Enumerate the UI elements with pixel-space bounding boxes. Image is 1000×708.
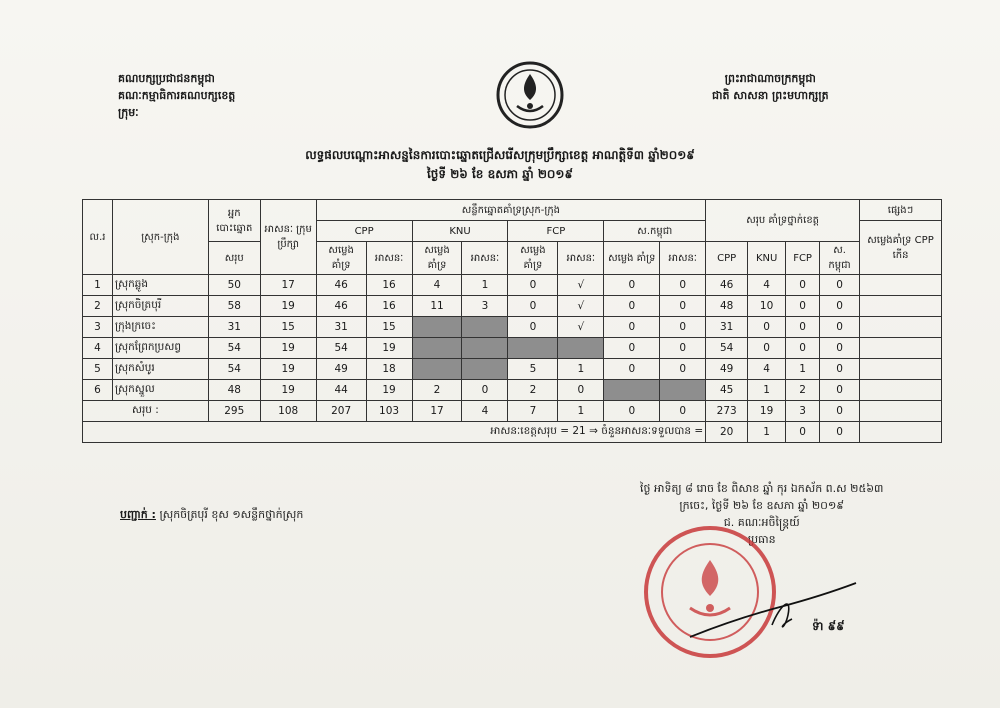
- total-sk: 0: [820, 359, 860, 380]
- grand-fcp: 3: [786, 401, 820, 422]
- sk-seats: 0: [660, 296, 706, 317]
- other-cell: [860, 401, 942, 422]
- col-voters: អ្នក បោះឆ្នោត: [208, 200, 260, 242]
- row-voters: 54: [208, 338, 260, 359]
- other-cell: [860, 380, 942, 401]
- sk-votes: 0: [604, 338, 660, 359]
- header-left: [118, 70, 235, 121]
- col-summary: សរុប គាំទ្រថ្នាក់ខេត្ត: [706, 200, 860, 242]
- total-fcp: 1: [786, 359, 820, 380]
- total-fcp-votes: 7: [508, 401, 558, 422]
- sk-seats: 0: [660, 338, 706, 359]
- other-cell: [860, 275, 942, 296]
- party-name: គណបក្សប្រជាជនកម្ពុជា: [118, 72, 215, 85]
- col-no: ល.រ: [83, 200, 113, 275]
- row-seats: 19: [260, 338, 316, 359]
- knu-seats: 3: [462, 296, 508, 317]
- final-seats-label: អាសនៈខេត្តសរុប = 21 ⇒ ចំនួនអាសនៈទទួលបាន =: [83, 422, 706, 443]
- sub-votes: សម្លេង គាំទ្រ: [316, 242, 366, 275]
- committee-role: ជ. គណៈអចិន្ត្រៃយ៍: [723, 516, 800, 529]
- row-seats: 15: [260, 317, 316, 338]
- total-cpp: 49: [706, 359, 748, 380]
- row-no: 2: [83, 296, 113, 317]
- fcp-votes: 0: [508, 275, 558, 296]
- knu-votes: 4: [412, 275, 462, 296]
- other-cell: [860, 359, 942, 380]
- total-voters: 295: [208, 401, 260, 422]
- sum-cpp: CPP: [706, 242, 748, 275]
- cpp-seats: 15: [366, 317, 412, 338]
- sub-seats: អាសនៈ: [366, 242, 412, 275]
- knu-seats-shaded: [462, 317, 508, 338]
- sk-votes: 0: [604, 296, 660, 317]
- sub-seats: អាសនៈ: [660, 242, 706, 275]
- fcp-seats: 1: [558, 359, 604, 380]
- kingdom-name: ព្រះរាជាណាចក្រកម្ពុជា: [724, 72, 816, 85]
- total-fcp: 2: [786, 380, 820, 401]
- total-sk: 0: [820, 380, 860, 401]
- document-date: ថ្ងៃទី ២៦ ខែ ឧសភា ឆ្នាំ ២០១៩: [427, 167, 573, 181]
- fcp-seats: √: [558, 275, 604, 296]
- cpp-seats: 19: [366, 380, 412, 401]
- final-knu: 1: [748, 422, 786, 443]
- cpp-seats: 19: [366, 338, 412, 359]
- total-cpp: 31: [706, 317, 748, 338]
- row-no: 3: [83, 317, 113, 338]
- row-voters: 31: [208, 317, 260, 338]
- sub-seats: អាសនៈ: [462, 242, 508, 275]
- sk-votes-shaded: [604, 380, 660, 401]
- cpp-seats: 18: [366, 359, 412, 380]
- total-cpp-votes: 207: [316, 401, 366, 422]
- sk-seats: 0: [660, 317, 706, 338]
- row-voters: 54: [208, 359, 260, 380]
- total-sk-votes: 0: [604, 401, 660, 422]
- sk-votes: 0: [604, 359, 660, 380]
- total-row: [83, 401, 942, 422]
- footnote-text: ស្រុកចិត្របុរី ខុស ១សន្លឹកថ្នាក់ស្រុក: [159, 508, 304, 521]
- total-label: សរុប :: [83, 401, 209, 422]
- cpp-votes: 46: [316, 296, 366, 317]
- grand-cpp: 273: [706, 401, 748, 422]
- sum-sk: ស. កម្ពុជា: [820, 242, 860, 275]
- total-knu-votes: 17: [412, 401, 462, 422]
- sub-votes: សម្លេង គាំទ្រ: [604, 242, 660, 275]
- party-cpp: CPP: [316, 221, 412, 242]
- col-other-sub: សម្លេងគាំទ្រ CPP កើន: [860, 221, 942, 275]
- grand-knu: 19: [748, 401, 786, 422]
- total-knu: 4: [748, 359, 786, 380]
- cpp-votes: 46: [316, 275, 366, 296]
- table-row: [83, 359, 942, 380]
- cpp-seats: 16: [366, 275, 412, 296]
- total-knu: 10: [748, 296, 786, 317]
- table-subheader-row: [83, 242, 942, 275]
- total-seats: 108: [260, 401, 316, 422]
- total-knu: 4: [748, 275, 786, 296]
- final-fcp: 0: [786, 422, 820, 443]
- total-sk-seats: 0: [660, 401, 706, 422]
- total-knu-seats: 4: [462, 401, 508, 422]
- cpp-seats: 16: [366, 296, 412, 317]
- total-cpp: 45: [706, 380, 748, 401]
- ref-label: ក្រុមៈ: [118, 106, 139, 119]
- total-knu: 0: [748, 338, 786, 359]
- row-no: 4: [83, 338, 113, 359]
- president-title: ប្រធាន: [747, 533, 776, 546]
- footnote: [120, 508, 303, 524]
- row-voters: 58: [208, 296, 260, 317]
- row-seats: 19: [260, 296, 316, 317]
- sum-fcp: FCP: [786, 242, 820, 275]
- row-district: ស្រុកចិត្របុរី: [112, 296, 208, 317]
- motto: ជាតិ សាសនា ព្រះមហាក្សត្រ: [712, 89, 829, 102]
- cpp-votes: 49: [316, 359, 366, 380]
- fcp-seats: √: [558, 296, 604, 317]
- sk-votes: 0: [604, 275, 660, 296]
- knu-votes-shaded: [412, 317, 462, 338]
- knu-seats-shaded: [462, 359, 508, 380]
- total-sk: 0: [820, 338, 860, 359]
- row-district: ស្រុកស្នួល: [112, 380, 208, 401]
- sk-votes: 0: [604, 317, 660, 338]
- footnote-label: បញ្ជាក់ :: [120, 508, 156, 521]
- fcp-votes: 0: [508, 317, 558, 338]
- row-no: 5: [83, 359, 113, 380]
- final-cpp: 20: [706, 422, 748, 443]
- fcp-votes-shaded: [508, 338, 558, 359]
- total-cpp: 46: [706, 275, 748, 296]
- grand-sk: 0: [820, 401, 860, 422]
- sk-seats-shaded: [660, 380, 706, 401]
- row-seats: 17: [260, 275, 316, 296]
- header-right: [712, 70, 829, 104]
- fcp-votes: 5: [508, 359, 558, 380]
- sub-votes: សម្លេង គាំទ្រ: [508, 242, 558, 275]
- total-fcp: 0: [786, 275, 820, 296]
- col-voters-sub: សរុប: [208, 242, 260, 275]
- cpp-votes: 44: [316, 380, 366, 401]
- total-fcp-seats: 1: [558, 401, 604, 422]
- cpp-votes: 31: [316, 317, 366, 338]
- final-seats-row: [83, 422, 942, 443]
- party-fcp: FCP: [508, 221, 604, 242]
- other-cell: [860, 296, 942, 317]
- knu-votes-shaded: [412, 338, 462, 359]
- row-seats: 19: [260, 380, 316, 401]
- row-voters: 50: [208, 275, 260, 296]
- row-district: ក្រុងក្រចេះ: [112, 317, 208, 338]
- place-date: ក្រចេះ, ថ្ងៃទី ២៦ ខែ ឧសភា ឆ្នាំ ២០១៩: [679, 499, 845, 512]
- cpp-votes: 54: [316, 338, 366, 359]
- row-no: 6: [83, 380, 113, 401]
- sub-seats: អាសនៈ: [558, 242, 604, 275]
- signer-name: ទ៉ា ៩៩: [812, 619, 845, 633]
- table-row: [83, 380, 942, 401]
- knu-votes-shaded: [412, 359, 462, 380]
- col-seats: អាសនៈ ក្រុមប្រឹក្សា: [260, 200, 316, 275]
- table-header-row: [83, 200, 942, 221]
- total-cpp: 48: [706, 296, 748, 317]
- total-cpp-seats: 103: [366, 401, 412, 422]
- results-table: [82, 199, 942, 443]
- party-logo-icon: [495, 60, 565, 130]
- row-district: ស្រុកព្រែកប្រសព្វ: [112, 338, 208, 359]
- table-row: [83, 296, 942, 317]
- total-knu: 1: [748, 380, 786, 401]
- fcp-seats-shaded: [558, 338, 604, 359]
- total-fcp: 0: [786, 317, 820, 338]
- total-fcp: 0: [786, 338, 820, 359]
- row-no: 1: [83, 275, 113, 296]
- committee-name: គណៈកម្មាធិការគណបក្សខេត្ត: [118, 89, 236, 102]
- other-cell: [860, 422, 942, 443]
- knu-votes: 11: [412, 296, 462, 317]
- fcp-votes: 2: [508, 380, 558, 401]
- fcp-seats: 0: [558, 380, 604, 401]
- table-row: [83, 338, 942, 359]
- sk-seats: 0: [660, 275, 706, 296]
- fcp-seats: √: [558, 317, 604, 338]
- col-other: ផ្សេងៗ: [860, 200, 942, 221]
- knu-votes: 2: [412, 380, 462, 401]
- lunar-date: ថ្ងៃ អាទិត្យ ៨ រោច ខែ ពិសាខ ឆ្នាំ កុរ ឯកស័ក ព.ស ២៥៦៣: [640, 482, 884, 495]
- other-cell: [860, 317, 942, 338]
- row-district: ស្រុកសំបូរ: [112, 359, 208, 380]
- col-results: សន្លឹកឆ្នោតគាំទ្រស្រុក-ក្រុង: [316, 200, 706, 221]
- party-knu: KNU: [412, 221, 508, 242]
- fcp-votes: 0: [508, 296, 558, 317]
- total-knu: 0: [748, 317, 786, 338]
- sk-seats: 0: [660, 359, 706, 380]
- total-sk: 0: [820, 275, 860, 296]
- party-sk: ស.កម្ពុជា: [604, 221, 706, 242]
- table-row: [83, 317, 942, 338]
- col-district: ស្រុក-ក្រុង: [112, 200, 208, 275]
- total-sk: 0: [820, 317, 860, 338]
- table-row: [83, 275, 942, 296]
- knu-seats: 0: [462, 380, 508, 401]
- document-title: លទ្ធផលបណ្ដោះអាសន្ននៃការបោះឆ្នោតជ្រើសរើសក្រុមប្រឹក្សាខេត្ត អាណត្តិទី៣ ឆ្នាំ២០១៩: [305, 148, 695, 162]
- row-seats: 19: [260, 359, 316, 380]
- knu-seats: 1: [462, 275, 508, 296]
- total-cpp: 54: [706, 338, 748, 359]
- final-sk: 0: [820, 422, 860, 443]
- sum-knu: KNU: [748, 242, 786, 275]
- knu-seats-shaded: [462, 338, 508, 359]
- row-voters: 48: [208, 380, 260, 401]
- total-sk: 0: [820, 296, 860, 317]
- total-fcp: 0: [786, 296, 820, 317]
- other-cell: [860, 338, 942, 359]
- row-district: ស្រុកឆ្លូង: [112, 275, 208, 296]
- sub-votes: សម្លេង គាំទ្រ: [412, 242, 462, 275]
